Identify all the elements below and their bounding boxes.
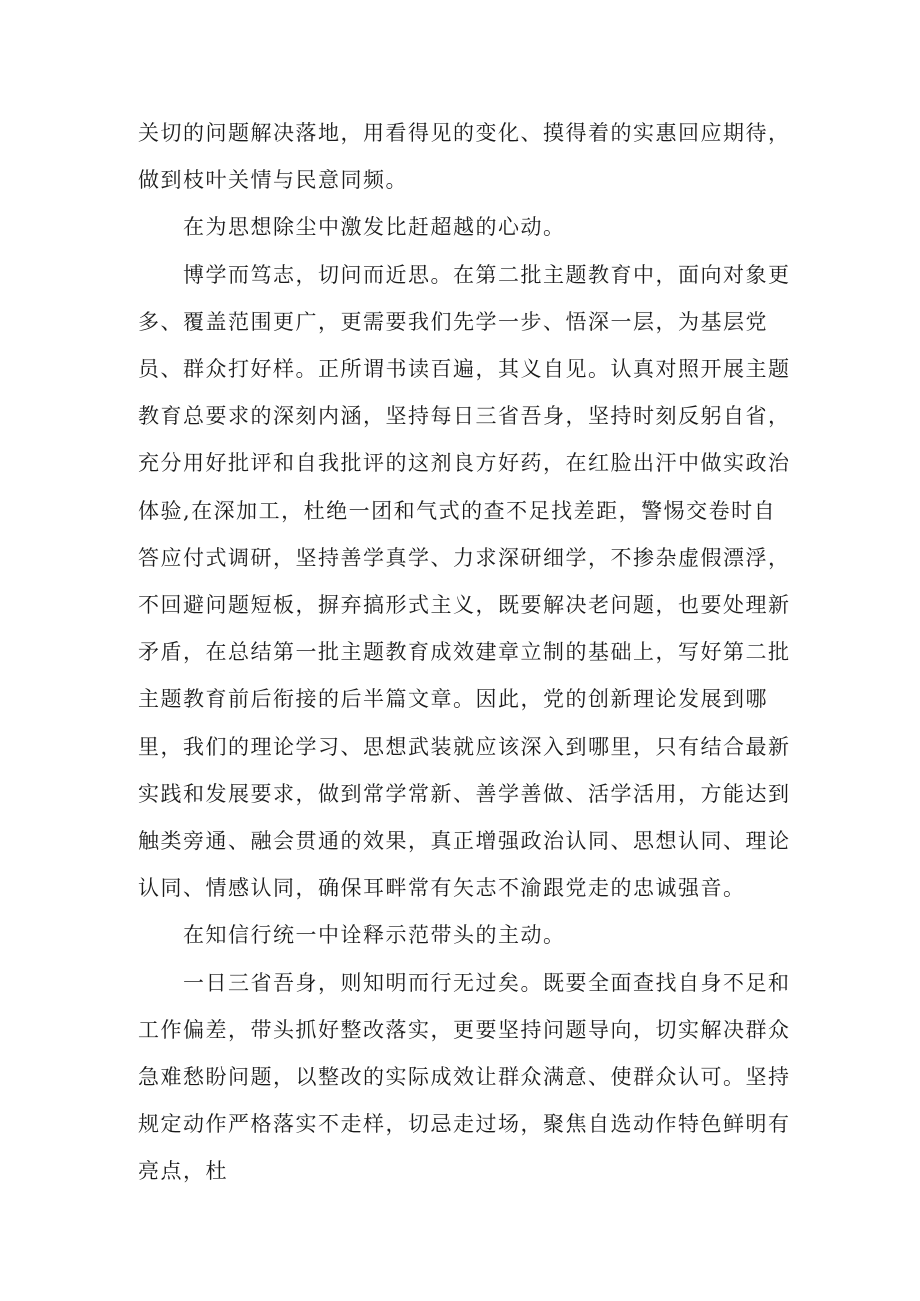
paragraph-5: 一日三省吾身，则知明而行无过矣。既要全面查找自身不足和工作偏差，带头抓好整改落实，更要坚持问题导向，切实解决群众急难愁盼问题，以整改的实际成效让群众满意、使群众认可。坚持规定动作严格落实不走样，切忌走过场，聚焦自选动作特色鲜明有亮点，杜 <box>138 970 791 1184</box>
paragraph-2-heading: 在为思想除尘中激发比赶超越的心动。 <box>183 215 566 240</box>
paragraph-4-heading: 在知信行统一中诠释示范带头的主动。 <box>183 923 566 948</box>
document-page <box>138 110 798 1260</box>
paragraph-3: 博学而笃志，切问而近思。在第二批主题教育中，面向对象更多、覆盖范围更广，更需要我们先学一步、悟深一层，为基层党员、群众打好样。正所谓书读百遍，其义自见。认真对照开展主题教育总要求的深刻内涵，坚持每日三省吾身，坚持时刻反躬自省，充分用好批评和自我批评的这剂良方好药，在红脸出汗中做实政治体验,在深加工，杜绝一团和气式的查不足找差距，警惕交卷时自答应付式调研，坚持善学真学、力求深研细学，不掺杂虚假漂浮，不回避问题短板，摒弃搞形式主义，既要解决老问题，也要处理新矛盾，在总结第一批主题教育成效建章立制的基础上，写好第二批主题教育前后衔接的后半篇文章。因此，党的创新理论发展到哪里，我们的理论学习、思想武装就应该深入到哪里，只有结合最新实践和发展要求，做到常学常新、善学善做、活学活用，方能达到触类旁通、融会贯通的效果，真正增强政治认同、思想认同、理论认同、情感认同，确保耳畔常有矢志不渝跟党走的忠诚强音。 <box>138 262 791 901</box>
paragraph-1: 关切的问题解决落地，用看得见的变化、摸得着的实惠回应期待，做到枝叶关情与民意同频。 <box>138 121 791 193</box>
